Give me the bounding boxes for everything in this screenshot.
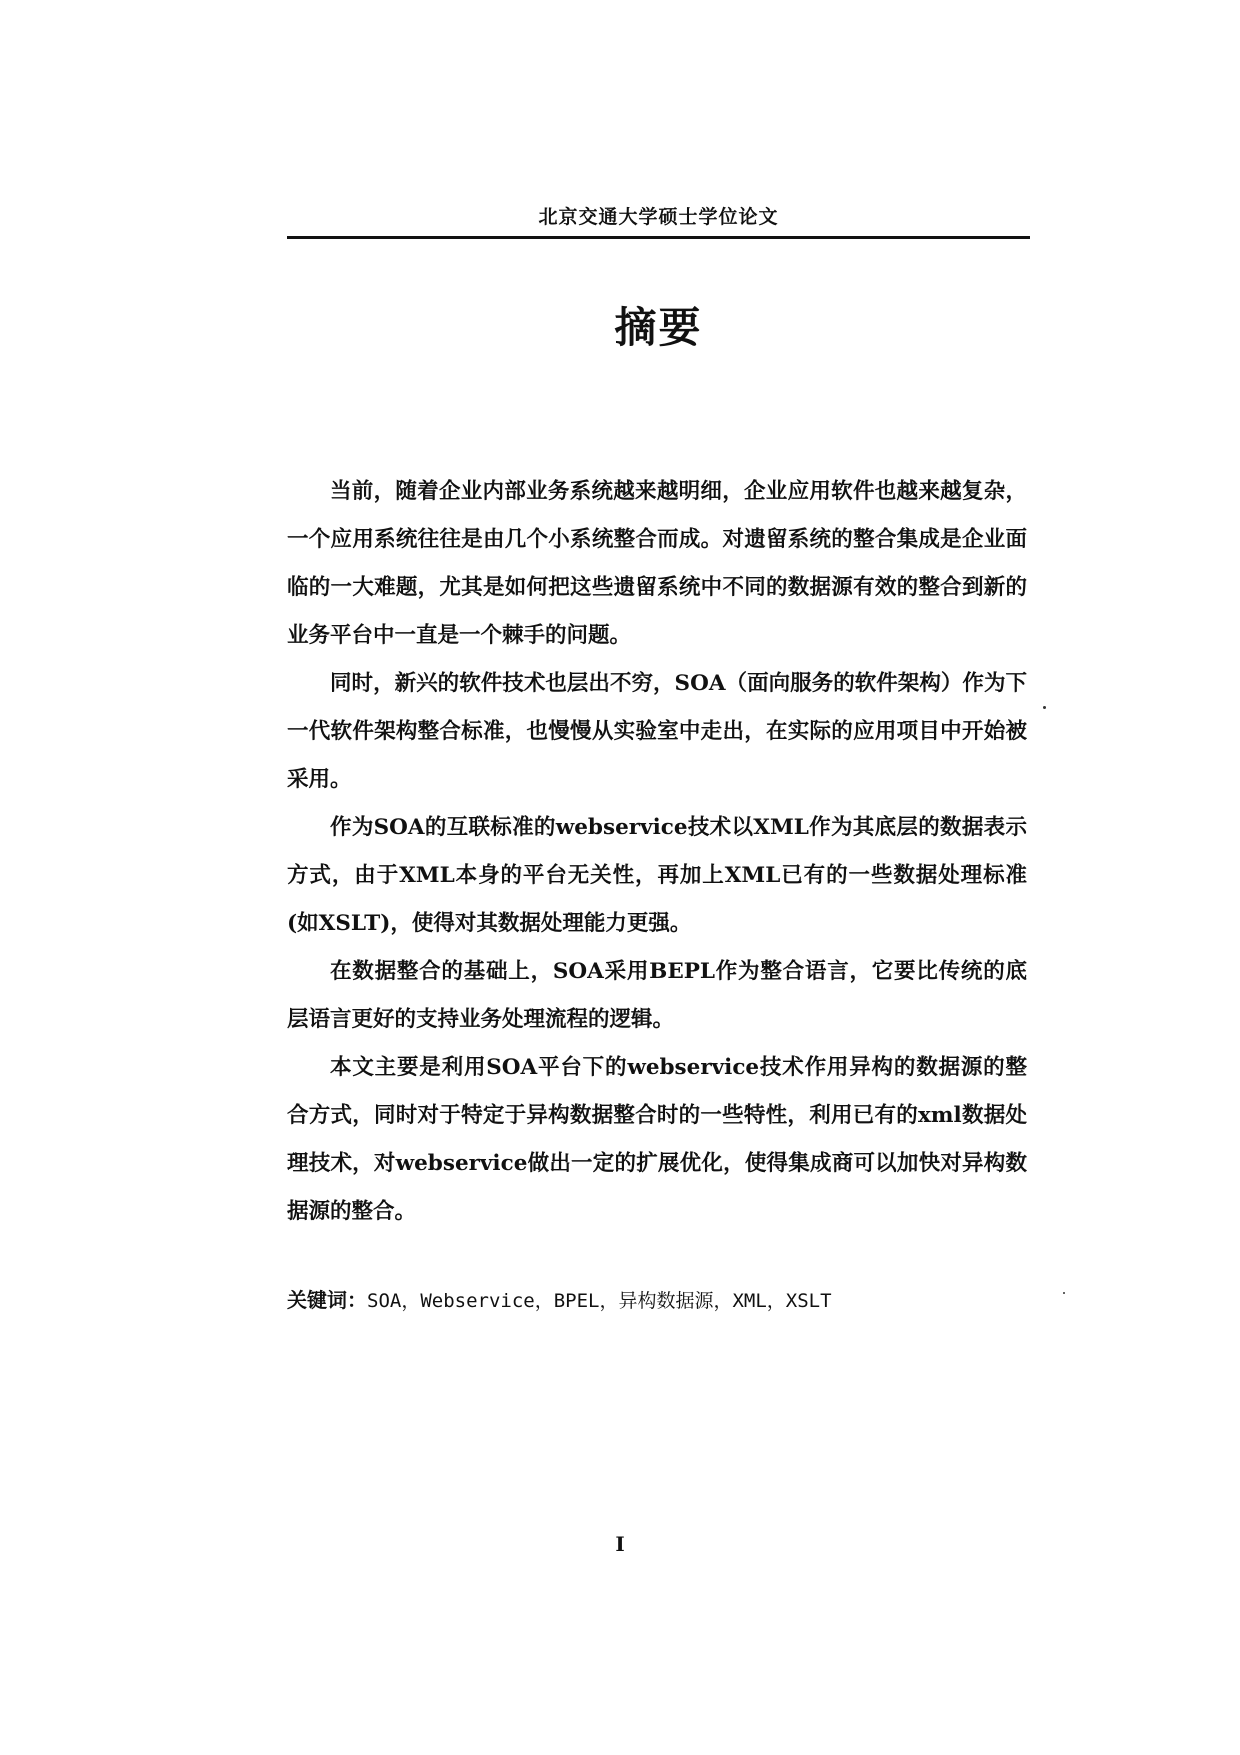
page-number: I — [615, 1532, 625, 1556]
abstract-paragraph-1: 当前，随着企业内部业务系统越来越明细，企业应用软件也越来越复杂，一个应用系统往往是由几个小系统整合而成。对遗留系统的整合集成是企业面临的一大难题，尤其是如何把这些遗留系统中不同的数据源有效的整合到新的业务平台中一直是一个棘手的问题。 — [287, 479, 1027, 648]
keywords-label: 关键词： — [287, 1288, 367, 1312]
running-header: 北京交通大学硕士学位论文 — [538, 206, 779, 228]
abstract-title: 摘要 — [614, 303, 703, 352]
abstract-paragraph-2: 同时，新兴的软件技术也层出不穷，SOA（面向服务的软件架构）作为下一代软件架构整合标准，也慢慢从实验室中走出，在实际的应用项目中开始被采用。 — [287, 671, 1027, 792]
abstract-paragraph-4: 在数据整合的基础上，SOA采用BEPL作为整合语言，它要比传统的底层语言更好的支持业务处理流程的逻辑。 — [287, 959, 1027, 1032]
keywords-values: SOA，Webservice，BPEL，异构数据源，XML，XSLT — [367, 1290, 832, 1312]
abstract-paragraph-3: 作为SOA的互联标准的webservice技术以XML作为其底层的数据表示方式，由于XML本身的平台无关性，再加上XML已有的一些数据处理标准(如XSLT)，使得对其数据处理能力更强。 — [287, 815, 1027, 936]
scan-speck — [1043, 706, 1046, 709]
abstract-body — [287, 468, 1027, 1236]
scan-speck — [1063, 1292, 1065, 1294]
abstract-paragraph-5: 本文主要是利用SOA平台下的webservice技术作用异构的数据源的整合方式，同时对于特定于异构数据整合时的一些特性，利用已有的xml数据处理技术，对webservice做出一定的扩展优化，使得集成商可以加快对异构数据源的整合。 — [287, 1055, 1027, 1224]
keywords-line — [287, 1286, 1027, 1315]
header-rule — [287, 236, 1030, 239]
